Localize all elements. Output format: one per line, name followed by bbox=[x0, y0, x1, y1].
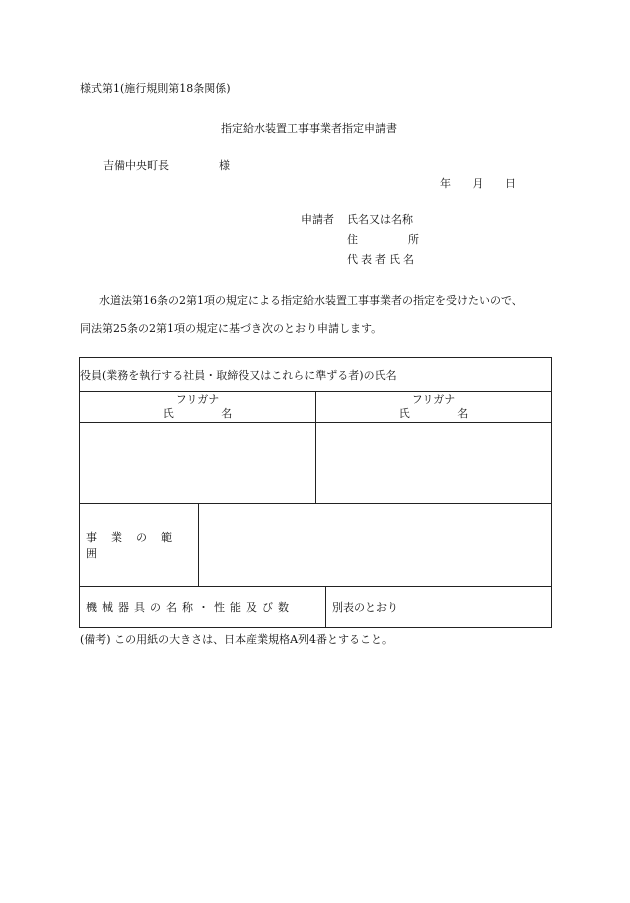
officers-names-row bbox=[80, 423, 552, 504]
equipment-label: 機械器具の名称・性能及び数 bbox=[80, 587, 326, 628]
equipment-row bbox=[80, 587, 552, 628]
applicant-label: 申請者 bbox=[301, 213, 334, 226]
officers-left-column-header bbox=[80, 392, 316, 423]
applicant-representative-field: 代表者氏名 bbox=[347, 253, 417, 266]
officers-right-names-cell[interactable] bbox=[316, 423, 552, 504]
scope-row bbox=[80, 504, 552, 587]
officers-left-names-cell[interactable] bbox=[80, 423, 316, 504]
officers-right-column-header bbox=[316, 392, 552, 423]
address-char-1: 住 bbox=[347, 233, 358, 246]
remarks-note: (備考) この用紙の大きさは、日本産業規格A列4番とすること。 bbox=[80, 633, 394, 646]
scope-value-cell[interactable] bbox=[199, 504, 552, 587]
officers-header: 役員(業務を執行する社員・取締役又はこれらに準ずる者)の氏名 bbox=[80, 358, 552, 392]
officers-header-row bbox=[80, 358, 552, 392]
address-char-2: 所 bbox=[408, 233, 419, 246]
honorific: 様 bbox=[219, 159, 230, 172]
left-furigana-label: フリガナ bbox=[175, 393, 220, 406]
date-year-label: 年 bbox=[440, 177, 451, 190]
form-number: 様式第1(施行規則第18条関係) bbox=[80, 82, 231, 95]
left-name-label: 氏 名 bbox=[162, 407, 255, 420]
applicant-address-field bbox=[347, 231, 419, 247]
scope-label: 事業の範囲 bbox=[80, 504, 199, 587]
addressee: 吉備中央町長 bbox=[103, 159, 169, 172]
equipment-value: 別表のとおり bbox=[326, 587, 552, 628]
application-table bbox=[79, 357, 552, 628]
officers-column-header-row bbox=[80, 392, 552, 423]
document-title: 指定給水装置工事事業者指定申請書 bbox=[221, 122, 397, 135]
date-month-label: 月 bbox=[472, 177, 484, 190]
right-name-label: 氏 名 bbox=[398, 407, 491, 420]
date-day-label: 日 bbox=[505, 177, 516, 190]
date-line bbox=[440, 175, 516, 191]
right-furigana-label: フリガナ bbox=[411, 393, 456, 406]
body-text-line-1: 水道法第16条の2第1項の規定による指定給水装置工事事業者の指定を受けたいので、 bbox=[99, 294, 523, 307]
body-text-line-2: 同法第25条の2第1項の規定に基づき次のとおり申請します。 bbox=[80, 322, 383, 335]
applicant-name-field: 氏名又は名称 bbox=[347, 213, 413, 226]
